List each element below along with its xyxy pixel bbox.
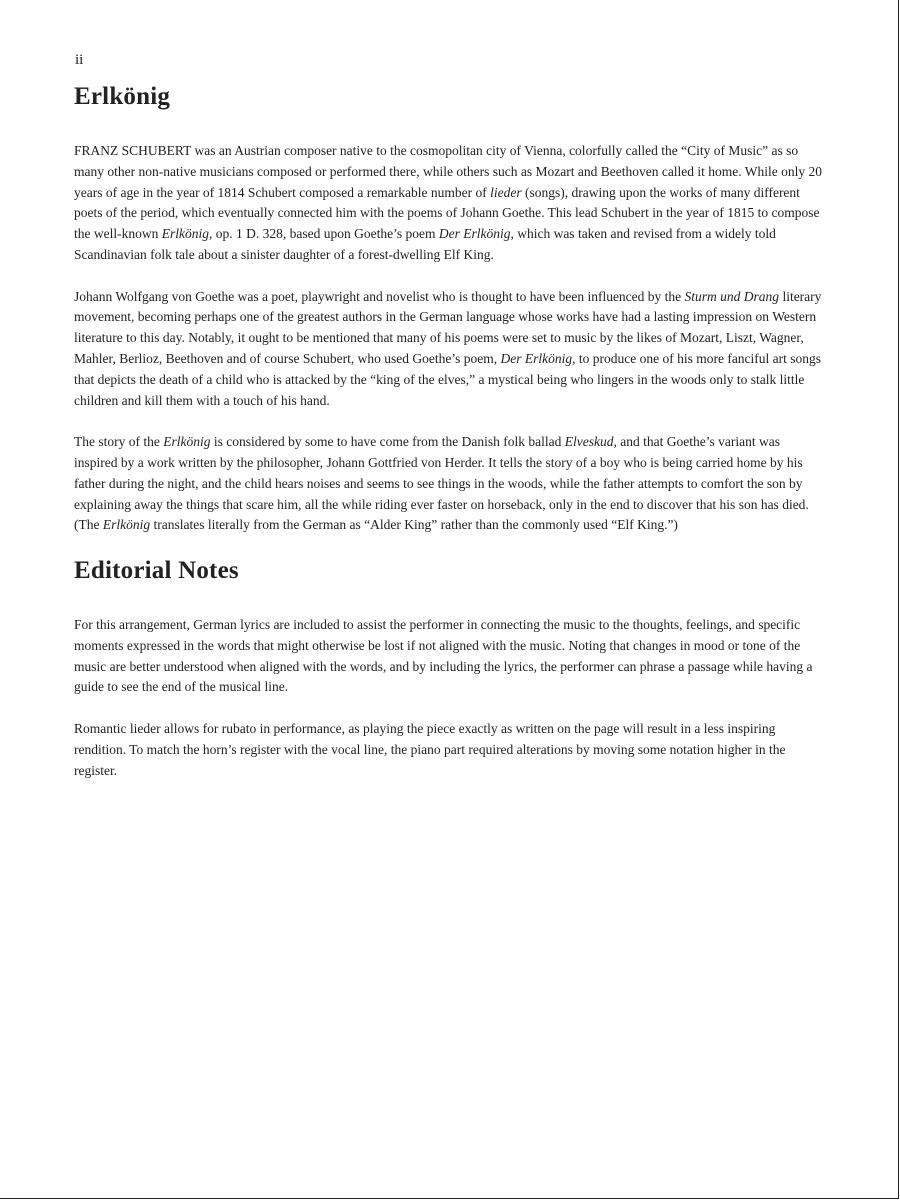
text-run: , op. 1 D. 328, based upon Goethe’s poem bbox=[208, 226, 439, 242]
italic-term: Sturm und Drang bbox=[684, 288, 780, 304]
italic-title: Erlkönig bbox=[161, 226, 209, 242]
italic-title: Der Erlkönig bbox=[438, 226, 511, 242]
italic-title: Erlkönig bbox=[163, 434, 211, 450]
text-run: is considered by some to have come from the Danish folk ballad bbox=[210, 434, 565, 450]
text-run: , which was taken and revised from a widely told Scandinavian folk tale about a sinister daughter of a forest-dwelling Elf King. bbox=[74, 226, 776, 262]
text-run: literary movement, becoming perhaps one of the greatest authors in the German language whose works have had a lasting impression on Western literature to this day. Notably, it ought to be mentioned that many of his poems were set to music by the likes of Mozart, Liszt, Wagner, Mahler, Berlioz, Beethoven and of course Schubert, who used Goethe’s poem, bbox=[74, 288, 822, 366]
italic-term: lieder bbox=[490, 184, 522, 200]
italic-title: Erlkönig bbox=[102, 517, 151, 533]
page-number: ii bbox=[75, 52, 84, 68]
paragraph-goethe bbox=[74, 287, 826, 412]
paragraph-arrangement: For this arrangement, German lyrics are included to assist the performer in connecting the music to the thoughts, feelings, and specific moments expressed in the words that might otherwise be lost if not aligned with the music. Noting that changes in mood or tone of the music are better understood when aligned with the words, and by including the lyrics, the performer can phrase a passage while having a guide to see the end of the musical line. bbox=[74, 616, 813, 695]
text-run: FRANZ SCHUBERT was an Austrian composer native to the cosmopolitan city of Vienna, colorfully called the “City of Music” as so many other non-native musicians composed or performed there, while others such as Mozart and Beethoven called it home. While only 20 years of age in the year of 1814 Schubert composed a remarkable number of bbox=[74, 143, 823, 200]
section-title-erlkonig: Erlkönig bbox=[74, 83, 171, 110]
italic-title: Der Erlkönig bbox=[500, 350, 573, 366]
section-title-editorial-notes: Editorial Notes bbox=[74, 556, 239, 584]
text-run: , to produce one of his more fanciful art songs that depicts the death of a child who is attacked by the “king of the elves,” a mystical being who lingers in the woods only to stalk little children and kill them with a touch of his hand. bbox=[74, 350, 822, 408]
italic-title: Elveskud bbox=[564, 434, 614, 450]
text-run: (songs), drawing upon the works of many different poets of the period, which eventually connected him with the poems of Johann Goethe. This lead Schubert in the year of 1815 to compose the well-known bbox=[74, 184, 820, 242]
paragraph-story bbox=[74, 432, 826, 536]
paragraph-rubato: Romantic lieder allows for rubato in performance, as playing the piece exactly as written on the page will result in a less inspiring rendition. To match the horn’s register with the vocal line, the piano part required alterations by moving some notation higher in the register. bbox=[74, 720, 786, 778]
paragraph-schubert bbox=[74, 141, 826, 266]
text-run: Johann Wolfgang von Goethe was a poet, playwright and novelist who is thought to have been influenced by the bbox=[74, 288, 685, 304]
text-run: , and that Goethe’s variant was inspired by a work written by the philosopher, Johann Gottfried von Herder. It tells the story of a boy who is being carried home by his father during the night, and the child hears noises and seems to see things in the woods, while the father attempts to comfort the son by explaining away the things that scare him, all the while riding ever faster on horseback, only in the end to discover that his son has died. (The bbox=[74, 434, 809, 533]
text-run: The story of the bbox=[74, 434, 164, 450]
text-run: translates literally from the German as “Alder King” rather than the commonly used “Elf King.”) bbox=[150, 517, 678, 533]
page-content bbox=[74, 52, 826, 802]
